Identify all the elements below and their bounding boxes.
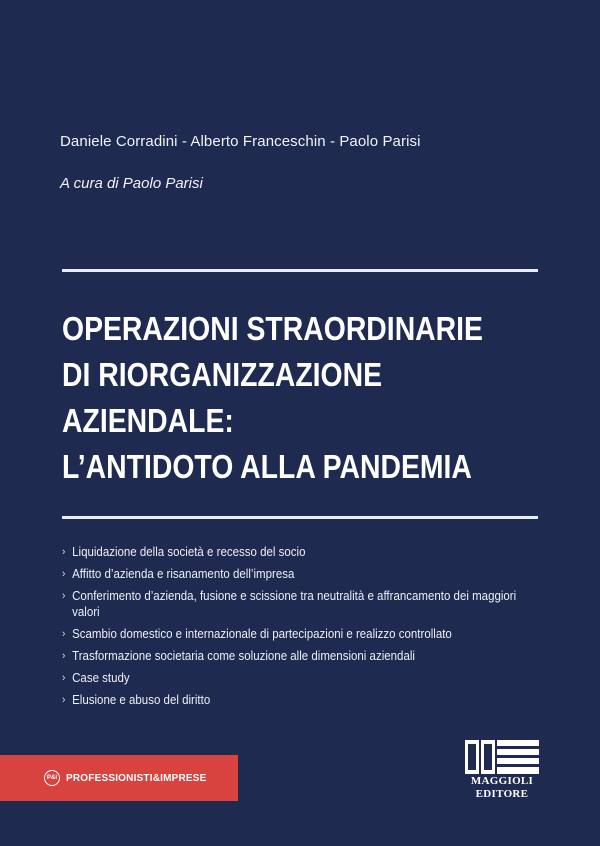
top-divider [62,269,538,272]
publisher-name: MAGGIOLI [470,775,534,787]
topic-item [62,648,541,664]
chevron-right-icon: › [62,650,66,662]
topic-text: Scambio domestico e internazionale di partecipazioni e realizzo controllato [72,627,452,641]
chevron-right-icon: › [62,628,66,640]
publisher-subtitle: EDITORE [475,788,529,800]
title-line: DI RIORGANIZZAZIONE [62,356,383,393]
topic-item [62,566,541,582]
title-line: AZIENDALE: [62,402,234,439]
topic-item [62,692,541,708]
maggioli-logo-icon [465,740,539,774]
chevron-right-icon: › [62,694,66,706]
title-line: L’ANTIDOTO ALLA PANDEMIA [62,448,472,485]
series-logo-icon: P&I [44,770,60,786]
authors: Daniele Corradini - Alberto Franceschin - Paolo Parisi [60,133,421,150]
chevron-right-icon: › [62,590,66,602]
publisher-logo [465,740,539,805]
chevron-right-icon: › [62,568,66,580]
curator: A cura di Paolo Parisi [60,175,203,192]
series-band [0,755,238,801]
topic-text: Trasformazione societaria come soluzione alle dimensioni aziendali [72,649,415,663]
book-title [62,306,552,490]
bottom-divider [62,516,538,519]
topic-item [62,670,541,686]
series-label: PROFESSIONISTI&IMPRESE [66,772,207,784]
topic-text: Conferimento d’azienda, fusione e scissione tra neutralità e affrancamento dei maggiori valori [72,589,517,619]
chevron-right-icon: › [62,672,66,684]
topic-text: Affitto d’azienda e risanamento dell’impresa [72,567,295,581]
topic-text: Liquidazione della società e recesso del socio [72,545,306,559]
topic-item [62,626,541,642]
chevron-right-icon: › [62,546,66,558]
topic-text: Elusione e abuso del diritto [72,693,211,707]
topics-list [62,544,532,714]
topic-item [62,588,541,620]
title-line: OPERAZIONI STRAORDINARIE [62,310,483,347]
topic-item [62,544,541,560]
topic-text: Case study [72,671,130,685]
